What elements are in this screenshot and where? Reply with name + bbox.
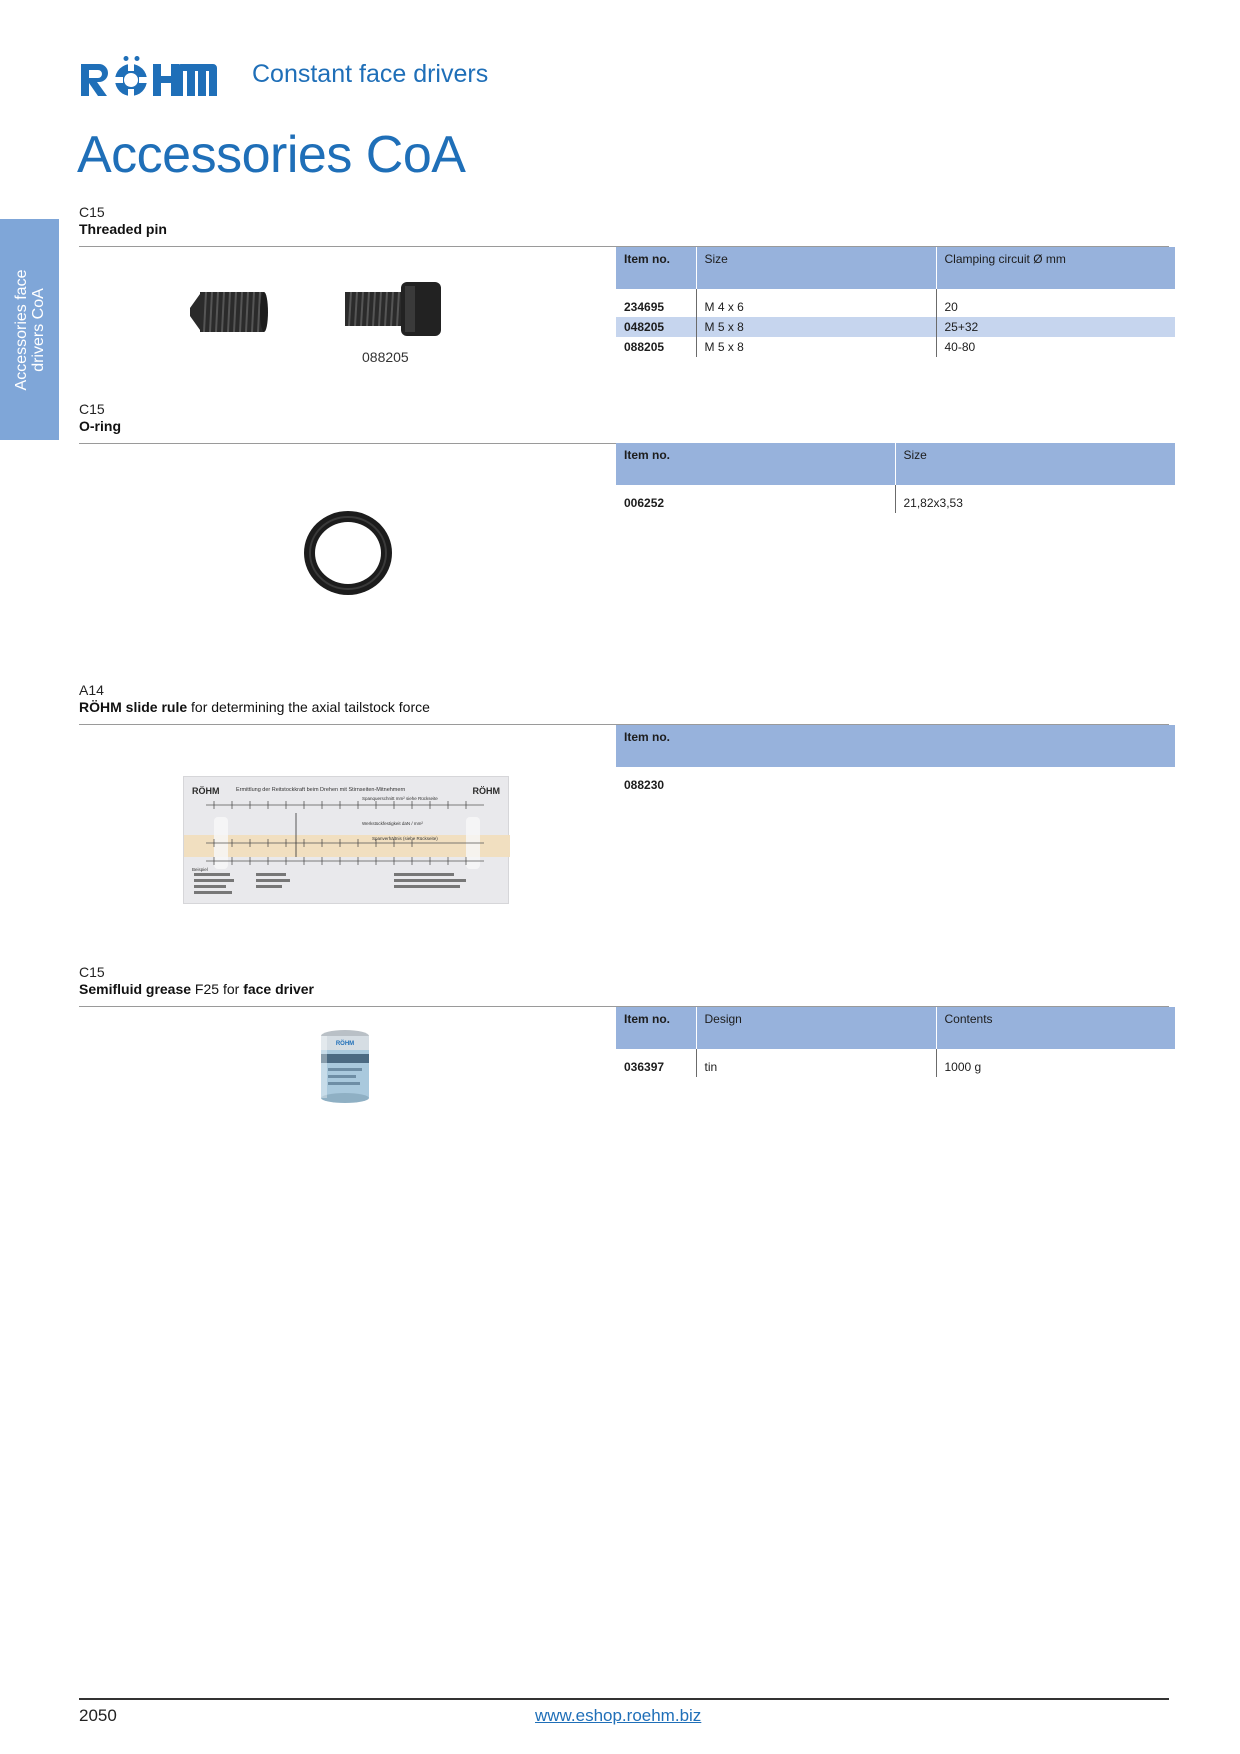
section-name-mid: F25 for — [191, 981, 244, 997]
item-no-cell: 088230 — [624, 778, 665, 792]
section-name — [79, 418, 1169, 435]
design-cell: tin — [696, 1057, 936, 1077]
section-code: C15 — [79, 401, 105, 417]
table-row — [616, 493, 1175, 513]
page-number: 2050 — [79, 1706, 117, 1725]
item-no-cell: 036397 — [624, 1060, 665, 1074]
table-row — [616, 337, 1175, 357]
section-code: A14 — [79, 682, 104, 698]
item-no-cell: 006252 — [624, 496, 665, 510]
clamping-cell: 25+32 — [936, 317, 1175, 337]
table-row — [616, 1057, 1175, 1077]
section-name-bold: O-ring — [79, 418, 121, 434]
grease-tin-image — [318, 1028, 372, 1104]
section-code: C15 — [79, 964, 105, 980]
table-row — [616, 297, 1175, 317]
roehm-logo — [79, 56, 217, 98]
side-tab-line-2: drivers CoA — [30, 288, 47, 372]
footer-rule — [79, 1698, 1169, 1700]
slide-rule-row-b: Werkstückfestigkeit daN / mm² — [362, 821, 423, 826]
section-name-bold: Semifluid grease — [79, 981, 192, 997]
side-tab-line-1: Accessories face — [13, 269, 30, 391]
slide-rule-brand-left: RÖHM — [192, 786, 220, 796]
section-name — [79, 699, 1169, 716]
slide-rule-brand-right: RÖHM — [472, 786, 500, 796]
threaded-pin-shoulder-image — [343, 280, 445, 338]
eshop-link[interactable]: www.eshop.roehm.biz — [535, 1706, 702, 1725]
col-header-item-no: Item no. — [616, 725, 1175, 767]
grease-table — [616, 1007, 1175, 1077]
slide-rule-table — [616, 725, 1175, 795]
chapter-side-tab-label — [13, 220, 47, 441]
item-no-cell: 234695 — [624, 300, 665, 314]
col-header-item-no: Item no. — [616, 443, 895, 485]
size-cell: M 5 x 8 — [696, 337, 936, 357]
o-ring-image — [300, 507, 396, 599]
slide-rule-example: Beispiel — [192, 867, 208, 872]
section-code: C15 — [79, 204, 105, 220]
col-header-size: Size — [696, 247, 936, 289]
item-no-cell: 048205 — [616, 317, 696, 337]
item-no-cell: 088205 — [624, 340, 665, 354]
clamping-cell: 40-80 — [936, 337, 1175, 357]
slide-rule-image — [183, 776, 509, 904]
col-header-item-no: Item no. — [616, 1007, 696, 1049]
col-header-item-no: Item no. — [616, 247, 696, 289]
image-caption: 088205 — [362, 349, 409, 365]
threaded-pin-table — [616, 247, 1175, 357]
col-header-size: Size — [895, 443, 1175, 485]
page-title: Accessories CoA — [77, 126, 466, 184]
threaded-pin-image — [186, 286, 270, 338]
contents-cell: 1000 g — [936, 1057, 1175, 1077]
section-subtitle: Constant face drivers — [252, 60, 489, 88]
clamping-cell: 20 — [936, 297, 1175, 317]
size-cell: 21,82x3,53 — [895, 493, 1175, 513]
col-header-clamping: Clamping circuit Ø mm — [936, 247, 1175, 289]
col-header-design: Design — [696, 1007, 936, 1049]
section-name — [79, 221, 1169, 238]
section-name-rest: for determining the axial tailstock force — [187, 699, 430, 715]
size-cell: M 5 x 8 — [696, 317, 936, 337]
section-name-bold-2: face driver — [243, 981, 315, 997]
col-header-contents: Contents — [936, 1007, 1175, 1049]
section-name-bold: Threaded pin — [79, 221, 167, 237]
section-name-bold: RÖHM slide rule — [79, 699, 188, 715]
table-row — [616, 317, 1175, 337]
slide-rule-row-a: Spanquerschnitt mm² siehe Rückseite — [362, 796, 438, 801]
table-row — [616, 775, 1175, 795]
section-name — [79, 981, 1169, 998]
slide-rule-heading: Ermittlung der Reitstockkraft beim Drehen mit Stirnseiten-Mitnehmern — [236, 787, 406, 793]
o-ring-table — [616, 443, 1175, 513]
grease-tin-brand: RÖHM — [335, 1041, 355, 1047]
slide-rule-row-c: Spanverhältnis (siehe Rückseite) — [372, 836, 438, 841]
size-cell: M 4 x 6 — [696, 297, 936, 317]
